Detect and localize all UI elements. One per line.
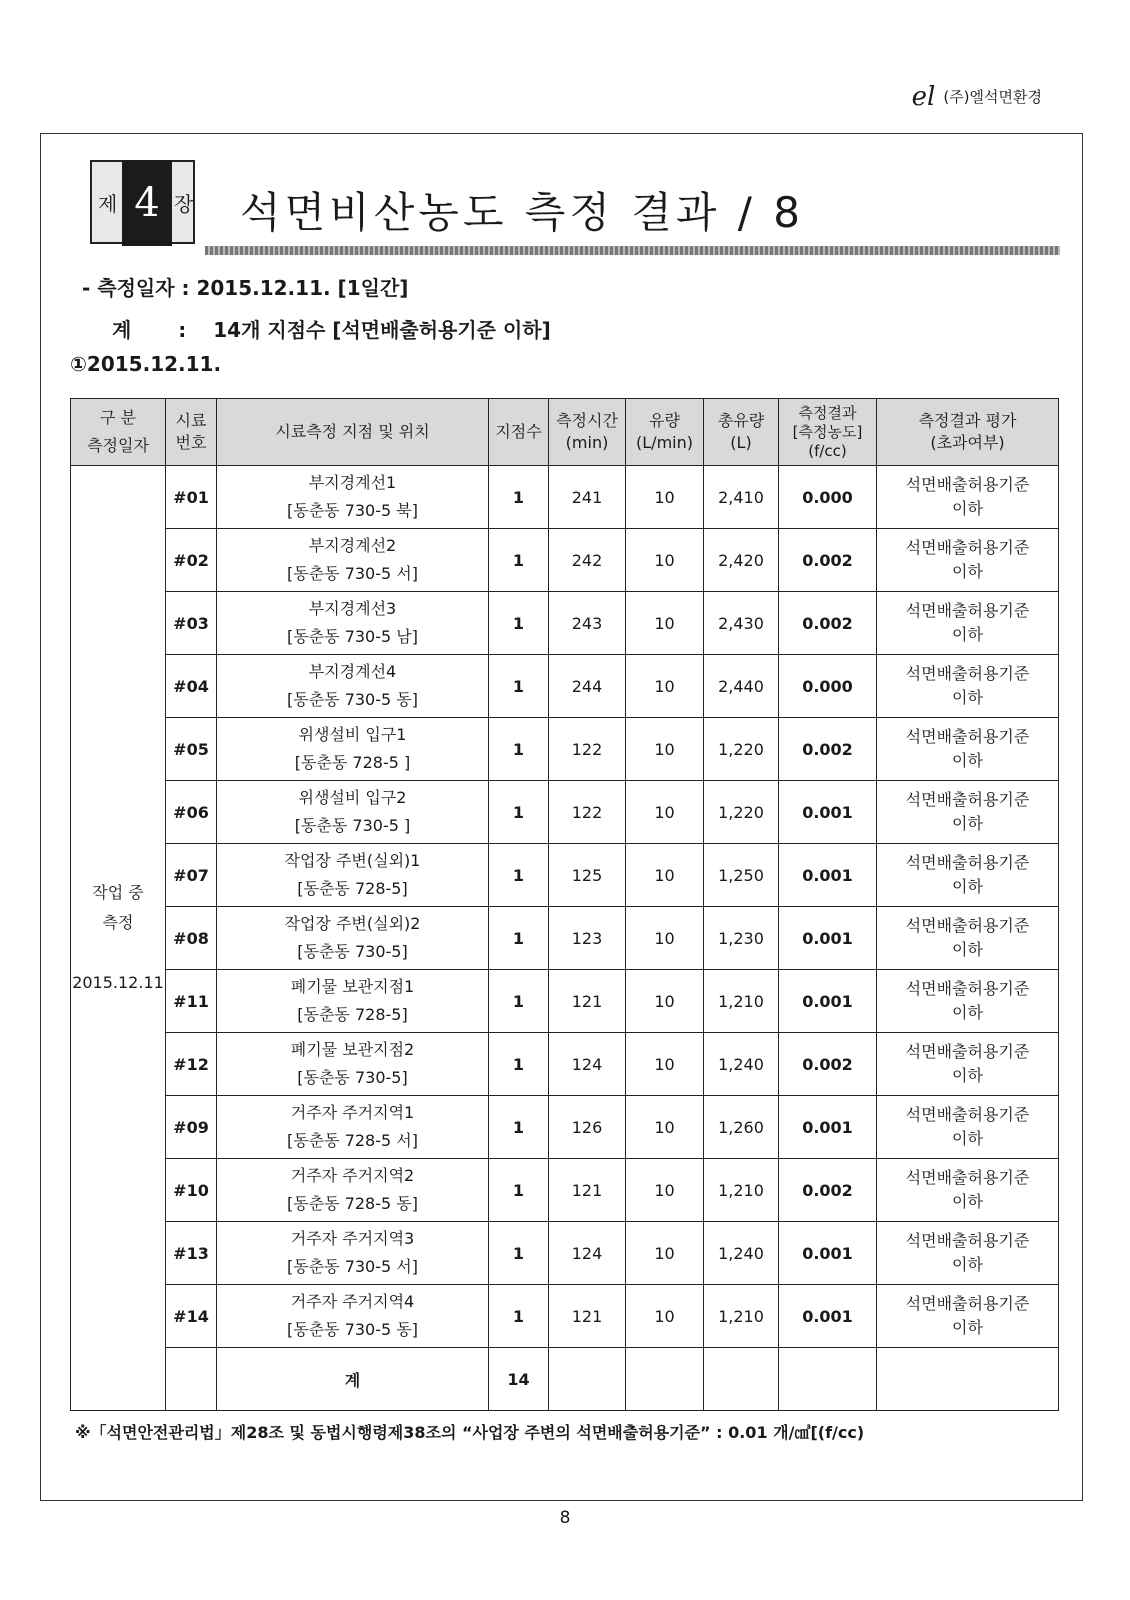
header-total-flow: 총유량 (L) [704, 399, 779, 466]
table-row [71, 1159, 1059, 1222]
total-empty-cell [166, 1348, 217, 1411]
location-name: 거주자 주거지역1 [290, 1103, 415, 1122]
location-name: 폐기물 보관지점1 [290, 977, 415, 996]
total-flow-cell: 1,250 [704, 844, 779, 907]
chapter-prefix: 제 [98, 192, 118, 216]
total-flow-cell: 1,230 [704, 907, 779, 970]
location-address: [동춘동 730-5 동] [287, 1320, 418, 1339]
time-cell: 121 [549, 1285, 626, 1348]
total-empty-cell [626, 1348, 704, 1411]
flow-cell: 10 [626, 781, 704, 844]
group-cell: 작업 중 측정 2015.12.11 [71, 466, 166, 1411]
total-flow-cell: 2,420 [704, 529, 779, 592]
location-cell [217, 592, 489, 655]
time-cell: 124 [549, 1222, 626, 1285]
header-sample-no: 시료 번호 [166, 399, 217, 466]
sample-no-cell: #12 [166, 1033, 217, 1096]
concentration-cell: 0.000 [779, 655, 877, 718]
total-flow-cell: 1,240 [704, 1033, 779, 1096]
chapter-number: 4 [122, 160, 172, 246]
table-row [71, 1222, 1059, 1285]
table-row [71, 466, 1059, 529]
concentration-cell: 0.002 [779, 1033, 877, 1096]
evaluation-cell: 석면배출허용기준 이하 [877, 466, 1059, 529]
points-cell: 1 [489, 529, 549, 592]
location-address: [동춘동 730-5 ] [294, 816, 411, 835]
total-flow-cell: 2,430 [704, 592, 779, 655]
measurement-date-line: - 측정일자 : 2015.12.11. [1일간] [82, 276, 409, 300]
chapter-badge [90, 160, 195, 244]
flow-cell: 10 [626, 655, 704, 718]
table-row [71, 529, 1059, 592]
sample-no-cell: #01 [166, 466, 217, 529]
sample-no-cell: #07 [166, 844, 217, 907]
total-colon: : [178, 318, 187, 342]
sample-no-cell: #08 [166, 907, 217, 970]
location-cell [217, 907, 489, 970]
flow-cell: 10 [626, 1285, 704, 1348]
sample-no-cell: #11 [166, 970, 217, 1033]
results-table [70, 398, 1059, 1411]
points-cell: 1 [489, 907, 549, 970]
table-row [71, 907, 1059, 970]
time-cell: 123 [549, 907, 626, 970]
page-number: 8 [559, 1508, 571, 1528]
location-address: [동춘동 730-5 서] [287, 1257, 418, 1276]
evaluation-cell: 석면배출허용기준 이하 [877, 1159, 1059, 1222]
evaluation-cell: 석면배출허용기준 이하 [877, 592, 1059, 655]
concentration-cell: 0.002 [779, 529, 877, 592]
header-category-top: 구 분 [100, 408, 136, 427]
flow-cell: 10 [626, 1222, 704, 1285]
total-flow-cell: 1,210 [704, 1285, 779, 1348]
page-title: 석면비산농도 측정 결과 / 8 [240, 188, 804, 237]
day-label: ①2015.12.11. [70, 352, 222, 376]
sample-no-cell: #13 [166, 1222, 217, 1285]
time-cell: 244 [549, 655, 626, 718]
location-address: [동춘동 730-5] [297, 1068, 408, 1087]
points-cell: 1 [489, 1033, 549, 1096]
total-row-label: 계 [217, 1348, 489, 1411]
evaluation-cell: 석면배출허용기준 이하 [877, 970, 1059, 1033]
flow-cell: 10 [626, 592, 704, 655]
location-name: 부지경계선4 [308, 662, 397, 681]
flow-cell: 10 [626, 466, 704, 529]
table-row [71, 718, 1059, 781]
total-empty-cell [704, 1348, 779, 1411]
header-flow: 유량 (L/min) [626, 399, 704, 466]
location-cell [217, 844, 489, 907]
evaluation-cell: 석면배출허용기준 이하 [877, 1285, 1059, 1348]
sample-no-cell: #02 [166, 529, 217, 592]
time-cell: 121 [549, 1159, 626, 1222]
company-logo: el [911, 82, 936, 112]
location-name: 위생설비 입구1 [298, 725, 407, 744]
chapter-suffix: 장 [174, 192, 194, 216]
sample-no-cell: #03 [166, 592, 217, 655]
total-flow-cell: 2,410 [704, 466, 779, 529]
location-address: [동춘동 728-5] [297, 1005, 408, 1024]
location-cell [217, 1285, 489, 1348]
concentration-cell: 0.001 [779, 970, 877, 1033]
total-flow-cell: 1,210 [704, 1159, 779, 1222]
header-time: 측정시간 (min) [549, 399, 626, 466]
location-cell [217, 1222, 489, 1285]
evaluation-cell: 석면배출허용기준 이하 [877, 907, 1059, 970]
location-name: 부지경계선2 [308, 536, 397, 555]
flow-cell: 10 [626, 1096, 704, 1159]
concentration-cell: 0.001 [779, 781, 877, 844]
header-points: 지점수 [489, 399, 549, 466]
evaluation-cell: 석면배출허용기준 이하 [877, 1222, 1059, 1285]
location-cell [217, 781, 489, 844]
evaluation-cell: 석면배출허용기준 이하 [877, 844, 1059, 907]
location-name: 거주자 주거지역3 [290, 1229, 415, 1248]
header-evaluation: 측정결과 평가 (초과여부) [877, 399, 1059, 466]
header-result: 측정결과 [측정농도] (f/cc) [779, 399, 877, 466]
evaluation-cell: 석면배출허용기준 이하 [877, 718, 1059, 781]
points-cell: 1 [489, 781, 549, 844]
header-location: 시료측정 지점 및 위치 [217, 399, 489, 466]
total-empty-cell [549, 1348, 626, 1411]
location-name: 위생설비 입구2 [298, 788, 407, 807]
total-flow-cell: 1,260 [704, 1096, 779, 1159]
evaluation-cell: 석면배출허용기준 이하 [877, 529, 1059, 592]
sample-no-cell: #05 [166, 718, 217, 781]
total-flow-cell: 1,220 [704, 718, 779, 781]
total-line [112, 314, 551, 343]
total-value: 14개 지점수 [석면배출허용기준 이하] [213, 318, 551, 342]
sample-no-cell: #06 [166, 781, 217, 844]
sample-no-cell: #10 [166, 1159, 217, 1222]
concentration-cell: 0.001 [779, 1222, 877, 1285]
points-cell: 1 [489, 655, 549, 718]
location-cell [217, 466, 489, 529]
points-cell: 1 [489, 1159, 549, 1222]
location-cell [217, 655, 489, 718]
location-address: [동춘동 730-5 동] [287, 690, 418, 709]
total-row [71, 1348, 1059, 1411]
location-address: [동춘동 730-5] [297, 942, 408, 961]
header-category-bottom: 측정일자 [87, 436, 149, 455]
time-cell: 122 [549, 718, 626, 781]
location-name: 부지경계선3 [308, 599, 397, 618]
time-cell: 124 [549, 1033, 626, 1096]
time-cell: 242 [549, 529, 626, 592]
location-cell [217, 1159, 489, 1222]
sample-no-cell: #04 [166, 655, 217, 718]
points-cell: 1 [489, 970, 549, 1033]
total-flow-cell: 2,440 [704, 655, 779, 718]
total-flow-cell: 1,220 [704, 781, 779, 844]
time-cell: 241 [549, 466, 626, 529]
location-name: 작업장 주변(실외)1 [284, 851, 421, 870]
table-header-row [71, 399, 1059, 466]
title-divider [205, 246, 1060, 255]
time-cell: 243 [549, 592, 626, 655]
table-row [71, 844, 1059, 907]
evaluation-cell: 석면배출허용기준 이하 [877, 1033, 1059, 1096]
flow-cell: 10 [626, 970, 704, 1033]
flow-cell: 10 [626, 1159, 704, 1222]
location-cell [217, 1096, 489, 1159]
total-row-points: 14 [489, 1348, 549, 1411]
total-empty-cell [877, 1348, 1059, 1411]
points-cell: 1 [489, 1285, 549, 1348]
location-address: [동춘동 728-5] [297, 879, 408, 898]
location-name: 작업장 주변(실외)2 [284, 914, 421, 933]
location-cell [217, 970, 489, 1033]
points-cell: 1 [489, 718, 549, 781]
evaluation-cell: 석면배출허용기준 이하 [877, 781, 1059, 844]
points-cell: 1 [489, 1222, 549, 1285]
location-address: [동춘동 730-5 서] [287, 564, 418, 583]
location-address: [동춘동 728-5 서] [287, 1131, 418, 1150]
evaluation-cell: 석면배출허용기준 이하 [877, 655, 1059, 718]
header-category [71, 399, 166, 466]
flow-cell: 10 [626, 718, 704, 781]
time-cell: 125 [549, 844, 626, 907]
total-label: 계 [112, 318, 132, 342]
table-row [71, 1033, 1059, 1096]
location-address: [동춘동 728-5 동] [287, 1194, 418, 1213]
points-cell: 1 [489, 1096, 549, 1159]
concentration-cell: 0.000 [779, 466, 877, 529]
location-cell [217, 1033, 489, 1096]
location-name: 거주자 주거지역2 [290, 1166, 415, 1185]
flow-cell: 10 [626, 844, 704, 907]
flow-cell: 10 [626, 1033, 704, 1096]
location-address: [동춘동 728-5 ] [294, 753, 411, 772]
total-empty-cell [779, 1348, 877, 1411]
location-cell [217, 718, 489, 781]
time-cell: 121 [549, 970, 626, 1033]
location-name: 폐기물 보관지점2 [290, 1040, 415, 1059]
table-row [71, 1285, 1059, 1348]
table-row [71, 970, 1059, 1033]
concentration-cell: 0.001 [779, 1096, 877, 1159]
concentration-cell: 0.002 [779, 718, 877, 781]
location-address: [동춘동 730-5 남] [287, 627, 418, 646]
concentration-cell: 0.002 [779, 592, 877, 655]
location-address: [동춘동 730-5 북] [287, 501, 418, 520]
total-flow-cell: 1,240 [704, 1222, 779, 1285]
points-cell: 1 [489, 592, 549, 655]
flow-cell: 10 [626, 529, 704, 592]
table-row [71, 1096, 1059, 1159]
concentration-cell: 0.001 [779, 1285, 877, 1348]
concentration-cell: 0.001 [779, 907, 877, 970]
location-cell [217, 529, 489, 592]
flow-cell: 10 [626, 907, 704, 970]
time-cell: 126 [549, 1096, 626, 1159]
evaluation-cell: 석면배출허용기준 이하 [877, 1096, 1059, 1159]
points-cell: 1 [489, 466, 549, 529]
table-row [71, 592, 1059, 655]
table-row [71, 655, 1059, 718]
concentration-cell: 0.001 [779, 844, 877, 907]
table-row [71, 781, 1059, 844]
sample-no-cell: #14 [166, 1285, 217, 1348]
company-header [911, 82, 1042, 112]
location-name: 거주자 주거지역4 [290, 1292, 415, 1311]
location-name: 부지경계선1 [308, 473, 397, 492]
points-cell: 1 [489, 844, 549, 907]
total-flow-cell: 1,210 [704, 970, 779, 1033]
time-cell: 122 [549, 781, 626, 844]
sample-no-cell: #09 [166, 1096, 217, 1159]
concentration-cell: 0.002 [779, 1159, 877, 1222]
footnote: ※「석면안전관리법」제28조 및 동법시행령제38조의 “사업장 주변의 석면배출허용기준” : 0.01 개/㎤[(f/cc) [75, 1423, 865, 1442]
company-name: (주)엘석면환경 [943, 88, 1042, 106]
